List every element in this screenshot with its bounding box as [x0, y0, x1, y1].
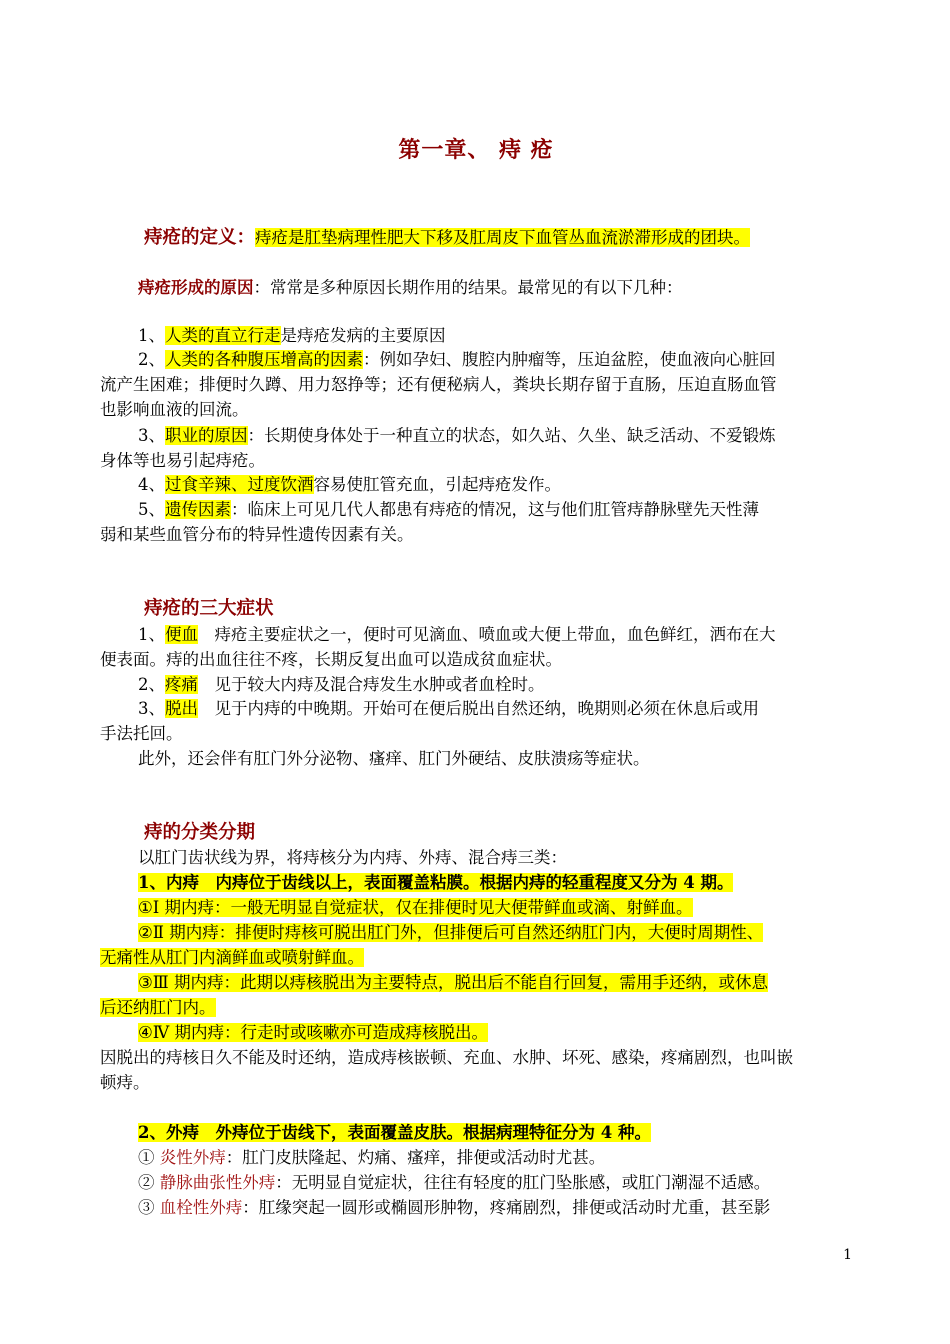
causes-intro: ：常常是多种原因长期作用的结果。最常见的有以下几种： — [253, 278, 683, 297]
symptom-text: 见于内痔的中晚期。开始可在便后脱出自然还纳，晚期则必须在休息后或用 — [198, 699, 759, 718]
stage-text: 无痛性从肛门内滴鲜血或喷射鲜血。 — [100, 948, 364, 967]
cause-text: ：例如孕妇、腹腔内肿瘤等，压迫盆腔，使血液向心脏回 — [363, 350, 776, 369]
external-type-3 — [100, 1196, 890, 1220]
cause-num: 3、 — [138, 426, 165, 445]
incarcerated-line-1: 因脱出的痔核日久不能及时还纳，造成痔核嵌顿、充血、水肿、坏死、感染，疼痛剧烈，也叫嵌 — [100, 1048, 793, 1067]
cause-item-5-cont: 弱和某些血管分布的特异性遗传因素有关。 — [100, 525, 414, 544]
stage-3 — [100, 971, 890, 995]
stage-3-cont — [100, 996, 852, 1020]
causes-label: 痔疮形成的原因 — [138, 278, 254, 297]
type-num: ② — [138, 1173, 160, 1192]
cause-key: 人类的直立行走 — [165, 326, 281, 345]
page-number: 1 — [843, 1247, 852, 1263]
stage-2 — [100, 921, 890, 945]
type-text: ：肛门皮肤隆起、灼痛、瘙痒，排便或活动时尤甚。 — [225, 1148, 606, 1167]
cause-item-1 — [100, 324, 890, 348]
stage-text: 后还纳肛门内。 — [100, 998, 216, 1017]
type-num: ① — [138, 1148, 160, 1167]
classification-heading-text: 痔的分类分期 — [144, 822, 256, 843]
cause-item-2-cont: 也影响血液的回流。 — [100, 400, 249, 419]
symptom-key: 脱出 — [165, 699, 198, 718]
stage-4 — [100, 1021, 890, 1045]
cause-text: ：临床上可见几代人都患有痔疮的情况，这与他们肛管痔静脉壁先天性薄 — [231, 500, 759, 519]
stage-text: ④Ⅳ 期内痔：行走时或咳嗽亦可造成痔核脱出。 — [138, 1023, 489, 1042]
type-key: 静脉曲张性外痔 — [159, 1173, 276, 1192]
definition-text: 痔疮是肛垫病理性肥大下移及肛周皮下血管丛血流淤滞形成的团块。 — [255, 228, 751, 247]
cause-key: 过食辛辣、过度饮酒 — [165, 475, 314, 494]
symptom-key: 便血 — [165, 625, 198, 644]
symptom-num: 3、 — [138, 699, 165, 718]
cause-num: 1、 — [138, 326, 165, 345]
cause-text: 是痔疮发病的主要原因 — [280, 326, 446, 345]
cause-num: 2、 — [138, 350, 165, 369]
cause-item-2 — [100, 348, 890, 372]
cause-item-5 — [100, 498, 890, 522]
classification-heading — [100, 821, 896, 845]
internal-title-text: 1、内痔 内痔位于齿线以上，表面覆盖粘膜。根据内痔的轻重程度又分为 4 期。 — [138, 873, 734, 892]
stage-text: ①Ⅰ 期内痔：一般无明显自觉症状，仅在排便时见大便带鲜血或滴、射鲜血。 — [138, 898, 693, 917]
type-num: ③ — [138, 1198, 160, 1217]
cause-item-3-cont: 身体等也易引起痔疮。 — [100, 451, 265, 470]
document-page — [100, 0, 852, 1344]
symptoms-extra: 此外，还会伴有肛门外分泌物、瘙痒、肛门外硬结、皮肤溃疡等症状。 — [138, 749, 650, 768]
symptom-item-1 — [100, 623, 890, 647]
definition-label: 痔疮的定义： — [144, 227, 256, 248]
chapter-title: 第一章、 痔 疮 — [398, 137, 554, 163]
causes-intro-line — [100, 276, 890, 300]
stage-text: ②Ⅱ 期内痔：排便时痔核可脱出肛门外，但排便后可自然还纳肛门内，大便时周期性、 — [138, 923, 764, 942]
cause-text: ：长期使身体处于一种直立的状态，如久站、久坐、缺乏活动、不爱锻炼 — [247, 426, 776, 445]
symptom-text: 见于较大内痔及混合痔发生水肿或者血栓时。 — [198, 675, 545, 694]
symptom-key: 疼痛 — [165, 675, 198, 694]
internal-hemorrhoid-title — [100, 871, 890, 895]
symptom-item-1-cont: 便表面。痔的出血往往不疼，长期反复出血可以造成贫血症状。 — [100, 650, 562, 669]
symptom-num: 1、 — [138, 625, 165, 644]
external-type-1 — [100, 1146, 890, 1170]
cause-item-2-cont: 流产生困难；排便时久蹲、用力怒挣等；还有便秘病人，粪块长期存留于直肠，压迫直肠血管 — [100, 375, 777, 394]
symptom-item-3-cont: 手法托回。 — [100, 724, 183, 743]
type-text: ：无明显自觉症状，往往有轻度的肛门坠胀感，或肛门潮湿不适感。 — [275, 1173, 771, 1192]
symptoms-heading — [100, 597, 896, 621]
stage-1 — [100, 896, 890, 920]
symptom-item-3 — [100, 697, 890, 721]
symptom-item-2 — [100, 673, 890, 697]
symptoms-heading-text: 痔疮的三大症状 — [144, 598, 274, 619]
cause-key: 人类的各种腹压增高的因素 — [165, 350, 363, 369]
cause-item-4 — [100, 473, 890, 497]
cause-num: 4、 — [138, 475, 165, 494]
cause-text: 容易使肛管充血，引起痔疮发作。 — [313, 475, 561, 494]
definition-line — [100, 226, 896, 250]
stage-text: ③Ⅲ 期内痔：此期以痔核脱出为主要特点，脱出后不能自行回复，需用手还纳，或休息 — [138, 973, 768, 992]
type-key: 炎性外痔 — [159, 1148, 226, 1167]
type-text: ：肛缘突起一圆形或椭圆形肿物，疼痛剧烈，排便或活动时尤重，甚至影 — [242, 1198, 771, 1217]
cause-num: 5、 — [138, 500, 165, 519]
type-key: 血栓性外痔 — [159, 1198, 243, 1217]
cause-key: 职业的原因 — [165, 426, 248, 445]
cause-key: 遗传因素 — [165, 500, 231, 519]
external-title-text: 2、外痔 外痔位于齿线下，表面覆盖皮肤。根据病理特征分为 4 种。 — [138, 1123, 651, 1142]
external-hemorrhoid-title — [100, 1121, 890, 1145]
cause-item-3 — [100, 424, 890, 448]
stage-2-cont — [100, 946, 852, 970]
external-type-2 — [100, 1171, 890, 1195]
incarcerated-line-2: 顿痔。 — [100, 1073, 150, 1092]
classification-intro: 以肛门齿状线为界，将痔核分为内痔、外痔、混合痔三类： — [138, 848, 567, 867]
symptom-text: 痔疮主要症状之一，便时可见滴血、喷血或大便上带血，血色鲜红，洒布在大 — [198, 625, 776, 644]
symptom-num: 2、 — [138, 675, 165, 694]
